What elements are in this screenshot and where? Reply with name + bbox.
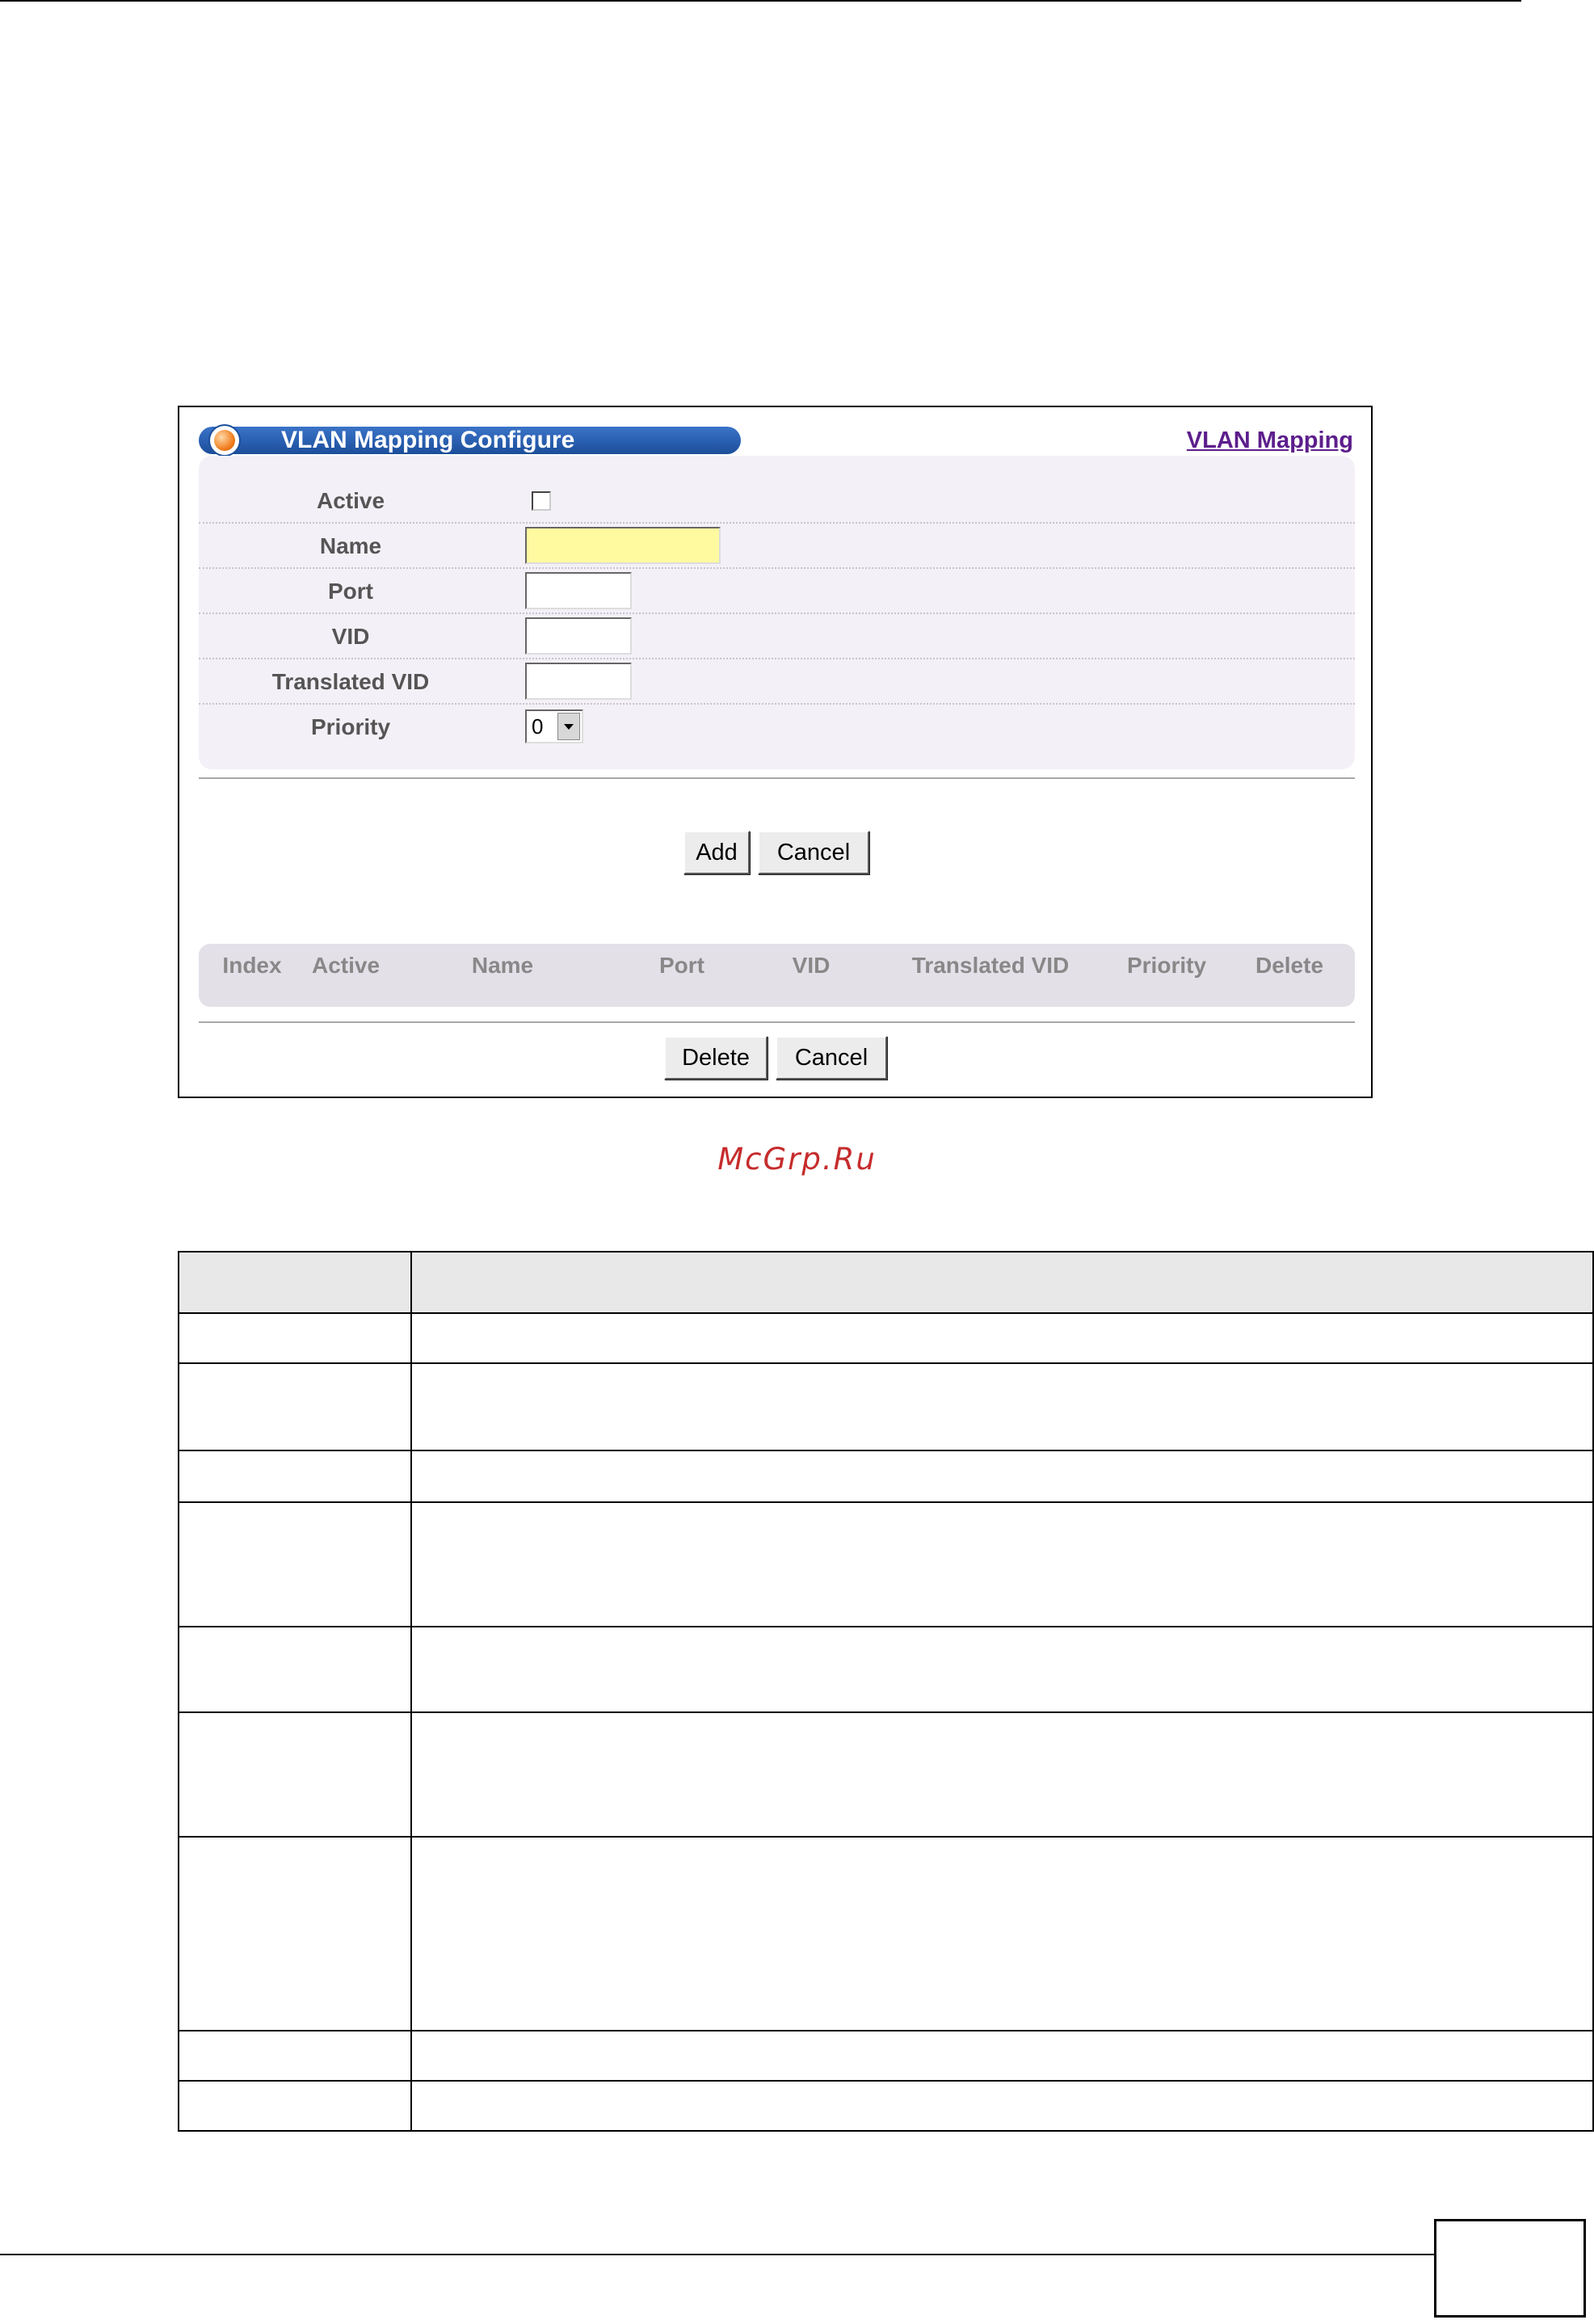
dropdown-arrow-icon[interactable] [557, 713, 580, 740]
cancel-list-button[interactable]: Cancel [776, 1036, 887, 1080]
screen-title: VLAN Mapping Configure [281, 427, 575, 453]
watermark: McGrp.Ru [717, 1142, 877, 1177]
table-row [179, 2031, 1593, 2081]
table-cell [411, 1252, 1593, 1313]
port-label: Port [328, 579, 373, 604]
vlan-mapping-link[interactable]: VLAN Mapping [1186, 427, 1353, 453]
form-row-port [199, 569, 1355, 614]
table-cell [179, 2081, 411, 2131]
col-translated-vid: Translated VID [911, 953, 1070, 978]
priority-label: Priority [310, 714, 391, 739]
port-input[interactable] [525, 572, 632, 609]
table-cell [411, 1837, 1593, 2031]
active-checkbox[interactable] [532, 491, 551, 511]
table-cell [179, 1252, 411, 1313]
table-row [179, 1313, 1593, 1363]
table-cell [179, 1712, 411, 1837]
table-row [179, 1502, 1593, 1627]
translated-vid-label: Translated VID [271, 669, 430, 694]
table-cell [179, 1313, 411, 1363]
priority-select[interactable] [525, 709, 583, 743]
orange-ball-icon [208, 424, 241, 457]
list-header [199, 944, 1355, 1007]
priority-value: 0 [532, 714, 544, 739]
vid-input[interactable] [525, 617, 632, 655]
table-cell [411, 1450, 1593, 1502]
table-row [179, 1363, 1593, 1450]
table-cell [179, 1502, 411, 1627]
table-cell [411, 1627, 1593, 1712]
bottom-rule [0, 2254, 1434, 2255]
name-label: Name [319, 533, 382, 558]
table-row [179, 1627, 1593, 1712]
page-number-box [1434, 2219, 1586, 2318]
table-cell [179, 2031, 411, 2081]
cancel-button[interactable]: Cancel [758, 831, 869, 874]
table-cell [411, 1313, 1593, 1363]
table-cell [411, 1363, 1593, 1450]
table-cell [411, 2031, 1593, 2081]
table-cell [179, 1450, 411, 1502]
vid-label: VID [331, 624, 370, 649]
col-delete: Delete [1255, 953, 1324, 978]
active-label: Active [316, 488, 385, 513]
col-index: Index [222, 953, 282, 978]
table-cell [411, 1712, 1593, 1837]
description-table [178, 1251, 1594, 2132]
form-row-vid [199, 614, 1355, 659]
col-active: Active [311, 953, 381, 978]
col-name: Name [471, 953, 534, 978]
table-row [179, 1450, 1593, 1502]
table-row [179, 1837, 1593, 2031]
col-vid: VID [792, 953, 831, 978]
table-cell [411, 1502, 1593, 1627]
vlan-mapping-screen [178, 406, 1373, 1098]
translated-vid-input[interactable] [525, 663, 632, 700]
add-button[interactable]: Add [683, 831, 750, 874]
name-input[interactable] [525, 527, 721, 564]
col-priority: Priority [1126, 953, 1207, 978]
form-divider [199, 777, 1355, 779]
delete-button[interactable]: Delete [664, 1036, 768, 1080]
form-row-priority [199, 705, 1355, 750]
col-port: Port [659, 953, 704, 978]
top-rule [0, 0, 1521, 2]
form-row-active [199, 478, 1355, 524]
table-cell [179, 1627, 411, 1712]
table-cell [179, 1363, 411, 1450]
list-divider [199, 1021, 1355, 1023]
table-header-row [179, 1252, 1593, 1313]
table-cell [179, 1837, 411, 2031]
table-row [179, 2081, 1593, 2131]
table-row [179, 1712, 1593, 1837]
table-cell [411, 2081, 1593, 2131]
form-row-translated-vid [199, 659, 1355, 705]
form-row-name [199, 524, 1355, 569]
